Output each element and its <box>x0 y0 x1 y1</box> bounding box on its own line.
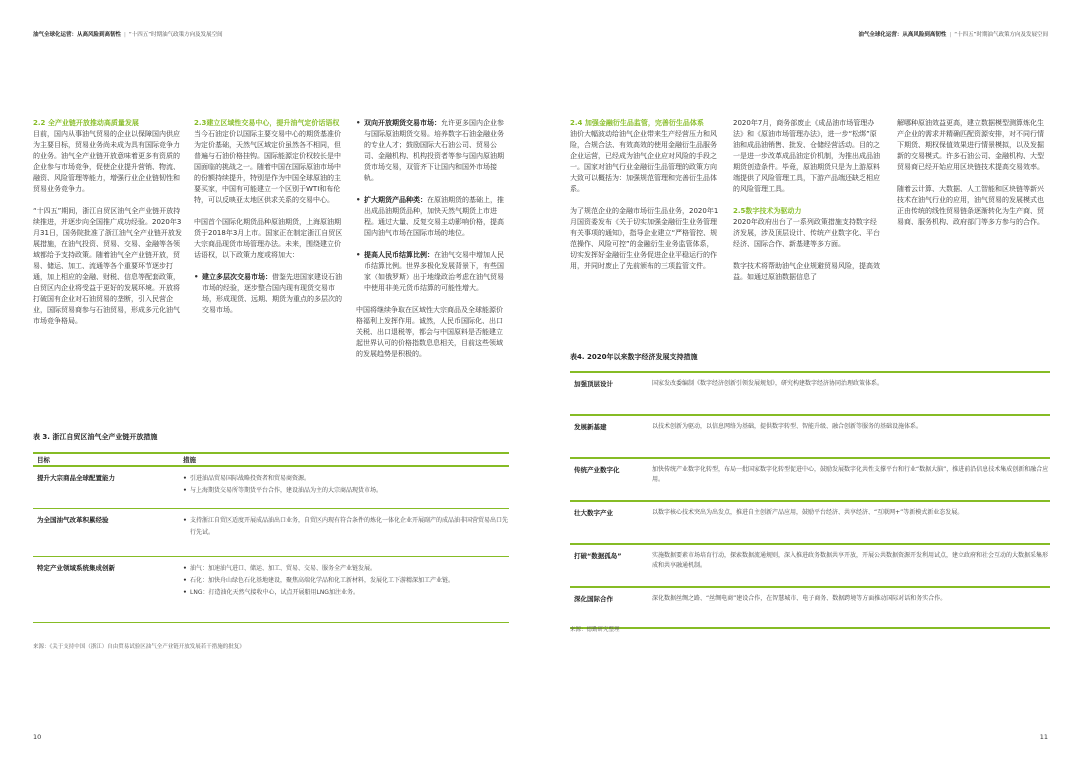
bullet-text: 在油气交易中增加人民币结算比例。世界多极化发展背景下，有些国家（如俄罗斯）出于地缘政治考虑在油气贸易中使用非美元货币结算的可能性增大。 <box>364 251 504 292</box>
row-item: 发展新基建 <box>574 423 607 431</box>
measure-item: • 与上海期货交易所等期货平台合作，建设油品为主的大宗商品现货市场。 <box>183 485 509 497</box>
row-item: 打破“数据孤岛” <box>574 552 622 560</box>
table-header <box>33 452 509 467</box>
row-desc: 国家发改委编制《数字经济创新引领发展规划》，研究构建数字经济协同治理政策体系。 <box>652 380 884 387</box>
page-number-left: 10 <box>33 733 42 741</box>
table-row <box>570 543 1050 586</box>
paragraph: “十四五”期间，浙江自贸区油气全产业链开放持续推进，并逐步向全国推广成功经验。2020年3月31日，国务院批准了浙江油气全产业链开放发展措施，在油气投资、贸易、交易、金融等各领域都给予支持政策。随着油气全产业链开放，贸易、储运、加工、流通等各个重要环节逐步打通，加上相应的金融、财税、信息等配套政策，自贸区内企业将受益于更好的发展环境。开放将打破国有企业对石油贸易的垄断，引入民营企业，国际贸易商参与石油贸易，形成多元化油气市场竞争格局。 <box>33 207 182 325</box>
table-row <box>570 371 1050 414</box>
paragraph: 解哪种原油效益更高，建立数据模型测算炼化生产企业的需求并精确匹配资源安排，对不同行情下期货、期权保值效果进行情景模拟，以及发掘新的交易模式。许多石油公司、金融机构、大型贸易商已经开始应用区块链技术提高交易效率。 <box>897 119 1044 171</box>
table-3-source: 来源：《关于支持中国（浙江）自由贸易试验区油气全产业链开放发展若干措施的批复》 <box>33 644 245 650</box>
header-title-left: 油气全球化运营：从高风险到高韧性 <box>33 32 122 38</box>
table-3-title: 表 3. 浙江自贸区油气全产业链开放措施 <box>33 433 158 441</box>
section-heading-2-3: 2.3建立区域性交易中心，提升油气定价话语权 <box>194 119 340 127</box>
paragraph: 当今石油定价以国际主要交易中心的期货基准价为定价基础，天然气区域定价虽然各不相同，但普遍与石油价格挂钩。国际能源定价权较长是中国面临的挑战之一。随着中国在国际原油市场中的份额持续提升，特别是作为中国全球原油的主要买家，中国有可能建立一个区别于WTI和布伦特，可以反映亚太地区供求关系的交易中心。 <box>194 130 341 204</box>
bullet-label: 双向开放期货交易市场： <box>364 119 441 127</box>
table-row <box>570 457 1050 500</box>
bullet-item <box>356 195 506 239</box>
paragraph: 目前，国内从事油气贸易的企业以保障国内供应为主要目标，贸易业务尚未成为具有国际竞争力的业务。油气全产业链开放意味着更多有资质的企业参与市场竞争，促使企业提升营销、物流、融资、风险管理等能力，增强行业企业链韧性和贸易业务竞争力。 <box>33 130 180 193</box>
column-header-measures: 措施 <box>183 456 196 464</box>
right-col2 <box>733 118 883 294</box>
measure-item: • LNG：打造油化天然气接收中心，试点开展船用LNG加注业务。 <box>183 587 509 599</box>
paragraph: 数字技术将帮助油气企业规避贸易风险，提高效益。如通过原油数据信息了 <box>733 262 880 281</box>
left-col2 <box>194 118 344 327</box>
measure-item: • 引进油品贸易国际战略投资者和贸易商资源。 <box>183 473 509 485</box>
measure-item: • 石化：加快舟山绿色石化基地建设，聚焦高端化学品和化工新材料，发展化工下游精深加工产业链。 <box>183 575 509 587</box>
paragraph: 随着云计算、大数据、人工智能和区块链等新兴技术在油气行业的应用，油气贸易的发展模式也正由传统的线性贸易链条逐渐转化为生产商、贸易商、服务机构、政府部门等多方参与的合作。 <box>897 185 1044 226</box>
row-item: 传统产业数字化 <box>574 466 620 474</box>
bullet-label: 扩大期货产品种类： <box>364 196 427 204</box>
bullet-label: 提高人民币结算比例： <box>364 251 434 259</box>
table-4-title: 表4. 2020年以来数字经济发展支持措施 <box>570 353 698 361</box>
page-number-right: 11 <box>1039 733 1048 741</box>
running-header-left: 油气全球化运营：从高风险到高韧性 | “十四五”时期油气政策方向及发展空间 <box>33 32 223 38</box>
row-goal: 特定产业领域系统集成创新 <box>37 564 115 572</box>
row-item: 壮大数字产业 <box>574 509 613 517</box>
table-row <box>570 414 1050 457</box>
row-measures <box>183 509 509 556</box>
bullet-text: 允许更多国内企业参与国际原油期货交易。培养数字石油金融业务的专业人才；鼓励国际大石油公司、贸易公司、金融机构、机构投资者等参与国内原油期货市场交易，双管齐下让国内和国外市场接轨。 <box>364 119 504 182</box>
column-header-goal: 目标 <box>37 456 50 464</box>
section-heading-2-4: 2.4 加强金融衍生品监管，完善衍生品体系 <box>570 119 704 127</box>
header-subtitle-right: “十四五”时期油气政策方向及发展空间 <box>954 32 1048 38</box>
paragraph: 中国将继续争取在区域性大宗商品及全球能源价格福利上发挥作用。诚然，人民币国际化、出口关税、出口退税等，都会与中国原料是否能建立起世界认可的价格指数息息相关，目前这些领域的发展趋势是积极的。 <box>356 306 503 358</box>
measure-item: • 油气：加速油气进口、储运、加工、贸易、交易、服务全产业链发展。 <box>183 563 509 575</box>
right-col1 <box>570 118 720 283</box>
section-heading-2-2: 2.2 全产业链开放推动高质量发展 <box>33 119 139 127</box>
table-row <box>570 586 1050 629</box>
header-subtitle-left: “十四五”时期油气政策方向及发展空间 <box>128 32 223 38</box>
row-desc: 以技术创新为驱动，以信息网络为基础，提供数字转型、智能升级、融合创新等服务的基础设施体系。 <box>652 423 923 430</box>
paragraph: 2020年7月，商务部废止《成品油市场管理办法》和《原油市场管理办法》，进一步“松绑”原油和成品油销售、批发、仓储经营活动。目的之一是进一步改革成品油定价机制，为推出成品油期货创造条件。毕竟，原油期货只是为上游原料端提供了风险管理工具，下游产品端还缺乏相应的风险管理工具。 <box>733 119 880 193</box>
paragraph: 中国首个国际化期货品种原油期货，上海原油期货于2018年3月上市。国家正在制定浙江自贸区大宗商品现货市场管理办法。未来，围绕建立价话语权，以下政策力度或将加大： <box>194 218 343 259</box>
row-desc: 加快传统产业数字化转型，布局一批国家数字化转型促进中心，鼓励发展数字化共性支撑平台和行业“数据大脑”，推进前沿信息技术集成创新和融合应用。 <box>652 466 1049 483</box>
left-col1 <box>33 118 183 338</box>
bullet-item <box>194 272 344 316</box>
bullet-label: 建立多层次交易市场： <box>202 273 272 281</box>
bullet-item <box>356 250 506 294</box>
bullet-item <box>356 118 506 184</box>
row-measures <box>183 467 509 508</box>
row-goal: 提升大宗商品全球配置能力 <box>37 474 115 482</box>
measure-item: • 支持浙江自贸区适度开展成品油出口业务，自贸区内现有符合条件的炼化一体化企业开展副产的成品油非国营贸易出口先行先试。 <box>183 515 509 539</box>
row-desc: 深化数据丝绸之路、“丝绸电商”建设合作，在智慧城市、电子商务、数据跨境等方面推动国际对话和务实合作。 <box>652 595 947 602</box>
paragraph: 为了规范企业的金融市场衍生品业务，2020年1月国资委发布《关于切实加强金融衍生业务管理有关事项的通知》，指导企业建立“严格管控、规范操作、风险可控”的金融衍生业务监管体系，切实发挥好金融衍生业务促进企业平稳运行的作用，并同时废止了先前颁布的三项监管文件。 <box>570 207 719 270</box>
bullet-text: 在原油期货的基础上，推出成品油期货品种，加快天然气期货上市进程。通过大量、反复交易主动影响价格，提高国内油气市场在国际市场的地位。 <box>364 196 504 237</box>
paragraph: 油价大幅波动给油气企业带来生产经营压力和风险，合规合法、有效高效的使用金融衍生品服务企业运营，已经成为油气企业应对风险的手段之一。国家对油气行业金融衍生品管理的政策方向大致可以概括为：加强规范管理和完善衍生品体系。 <box>570 130 717 193</box>
bullet-text: 借鉴先进国家建设石油市场的经验，逐步整合国内现有现货交易市场，形成现货、远期、期货为重点的多层次的交易市场。 <box>202 273 342 314</box>
left-col3 <box>356 118 506 371</box>
row-goal: 为全国油气改革积累经验 <box>37 516 109 524</box>
row-item: 深化国际合作 <box>574 595 613 603</box>
row-item: 加强顶层设计 <box>574 380 613 388</box>
table-3 <box>33 452 509 623</box>
row-desc: 以数字核心技术突出为出发点，推进自主创新产品应用，鼓励平台经济、共享经济、“互联网+”等新模式新业态发展。 <box>652 509 964 516</box>
row-measures <box>183 557 509 622</box>
header-title-right: 油气全球化运营：从高风险到高韧性 <box>858 32 947 38</box>
table-row <box>33 509 509 557</box>
right-col3 <box>897 118 1047 239</box>
table-4-source: 来源：德勤研究整理 <box>570 627 620 633</box>
running-header-right: 油气全球化运营：从高风险到高韧性 | “十四五”时期油气政策方向及发展空间 <box>858 32 1048 38</box>
paragraph: 2020年政府出台了一系列政策措施支持数字经济发展，涉及顶层设计、传统产业数字化、平台经济、国际合作、新基建等多方面。 <box>733 218 880 248</box>
table-row <box>570 500 1050 543</box>
table-row <box>33 467 509 509</box>
table-row <box>33 557 509 623</box>
row-desc: 实施数据要素市场培育行动，探索数据流通规则，深入推进政务数据共享开放，开展公共数据资源开发利用试点，建立政府和社会互动的大数据采集形成和共享融通机制。 <box>652 552 1049 569</box>
section-heading-2-5: 2.5数字技术为驱动力 <box>733 207 802 215</box>
table-4 <box>570 371 1050 629</box>
